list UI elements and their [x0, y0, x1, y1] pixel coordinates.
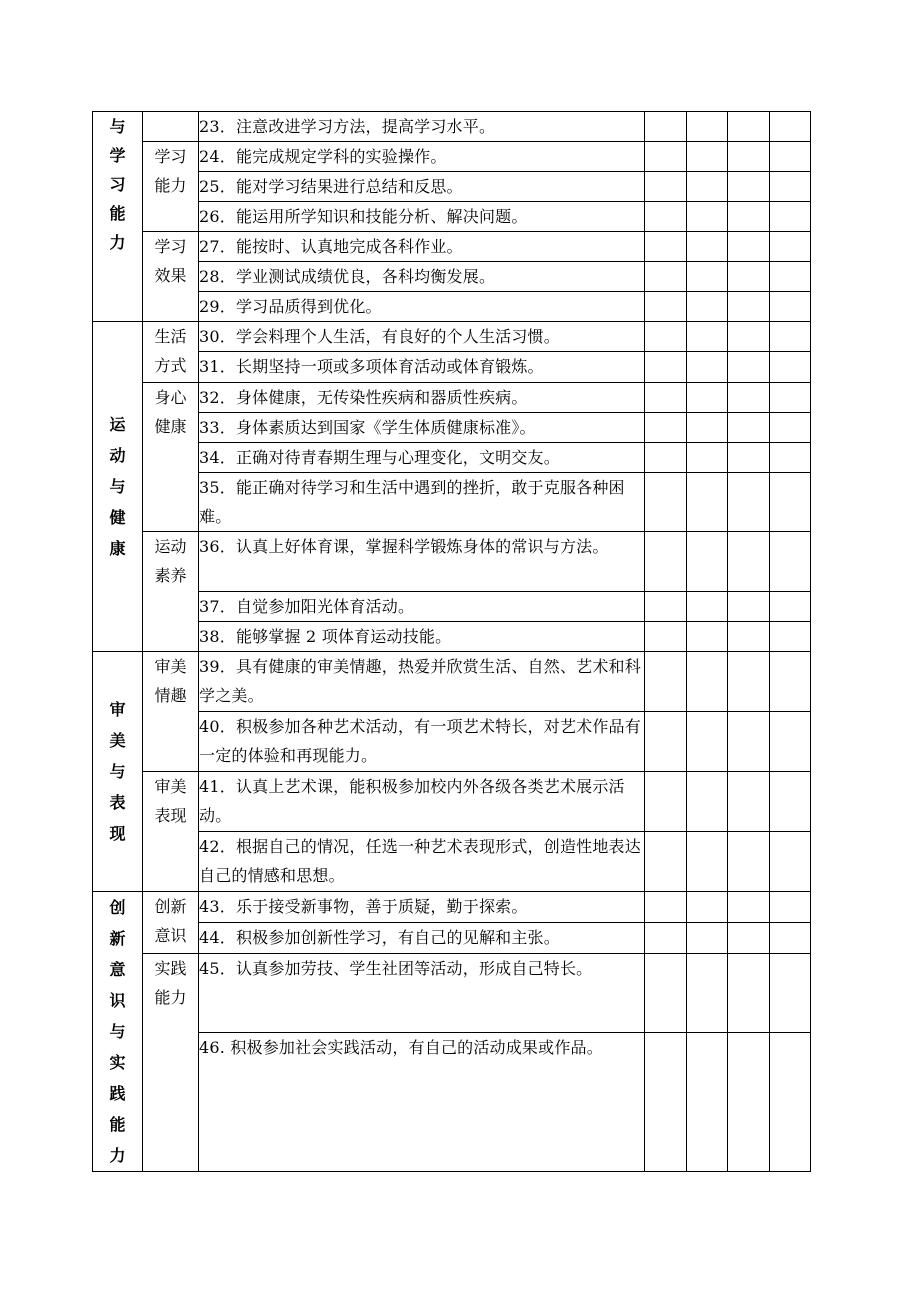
- category-innovation-practice: 创新意识与实践能力: [93, 892, 143, 1172]
- score-cell[interactable]: [687, 142, 728, 172]
- score-cell[interactable]: [728, 923, 770, 954]
- table-row: [93, 832, 811, 892]
- item-31: 31．长期坚持一项或多项体育活动或体育锻炼。: [199, 352, 645, 383]
- score-cell[interactable]: [687, 232, 728, 262]
- score-cell[interactable]: [645, 832, 687, 892]
- item-42: 42．根据自己的情况，任选一种艺术表现形式，创造性地表达自己的情感和思想。: [199, 832, 645, 892]
- item-36: 36．认真上好体育课，掌握科学锻炼身体的常识与方法。: [199, 532, 645, 592]
- score-cell[interactable]: [728, 443, 770, 473]
- score-cell[interactable]: [645, 292, 687, 322]
- score-cell[interactable]: [687, 262, 728, 292]
- score-cell[interactable]: [687, 622, 728, 652]
- score-cell[interactable]: [770, 352, 811, 383]
- score-cell[interactable]: [645, 712, 687, 772]
- category-aesthetics: 审美与表现: [93, 652, 143, 892]
- item-40: 40．积极参加各种艺术活动，有一项艺术特长，对艺术作品有一定的体验和再现能力。: [199, 712, 645, 772]
- item-24: 24．能完成规定学科的实验操作。: [199, 142, 645, 172]
- score-cell[interactable]: [728, 142, 770, 172]
- score-cell[interactable]: [687, 892, 728, 923]
- score-cell[interactable]: [770, 954, 811, 1033]
- score-cell[interactable]: [645, 172, 687, 202]
- score-cell[interactable]: [728, 352, 770, 383]
- table-row: [93, 772, 811, 832]
- score-cell[interactable]: [645, 232, 687, 262]
- score-cell[interactable]: [770, 832, 811, 892]
- score-cell[interactable]: [728, 473, 770, 532]
- score-cell[interactable]: [687, 652, 728, 712]
- score-cell[interactable]: [770, 232, 811, 262]
- score-cell[interactable]: [770, 322, 811, 352]
- score-cell[interactable]: [728, 712, 770, 772]
- item-46: 46. 积极参加社会实践活动，有自己的活动成果或作品。: [199, 1033, 645, 1172]
- table-row: [93, 473, 811, 532]
- subcategory-empty: [143, 112, 199, 142]
- score-cell[interactable]: [728, 832, 770, 892]
- subcategory-lifestyle: 生活方式: [143, 322, 199, 383]
- item-44: 44．积极参加创新性学习，有自己的见解和主张。: [199, 923, 645, 954]
- table-row: [93, 142, 811, 172]
- score-cell[interactable]: [770, 712, 811, 772]
- score-cell[interactable]: [770, 923, 811, 954]
- score-cell[interactable]: [770, 383, 811, 413]
- score-cell[interactable]: [645, 322, 687, 352]
- score-cell[interactable]: [645, 473, 687, 532]
- score-cell[interactable]: [645, 652, 687, 712]
- score-cell[interactable]: [645, 1033, 687, 1172]
- score-cell[interactable]: [687, 172, 728, 202]
- score-cell[interactable]: [687, 772, 728, 832]
- score-cell[interactable]: [770, 172, 811, 202]
- item-27: 27．能按时、认真地完成各科作业。: [199, 232, 645, 262]
- item-28: 28．学业测试成绩优良，各科均衡发展。: [199, 262, 645, 292]
- score-cell[interactable]: [728, 892, 770, 923]
- score-cell[interactable]: [687, 1033, 728, 1172]
- table-row: [93, 532, 811, 592]
- score-cell[interactable]: [645, 622, 687, 652]
- score-cell[interactable]: [728, 322, 770, 352]
- score-cell[interactable]: [770, 202, 811, 232]
- score-cell[interactable]: [770, 622, 811, 652]
- table-row: [93, 652, 811, 712]
- score-cell[interactable]: [728, 592, 770, 622]
- score-cell[interactable]: [728, 172, 770, 202]
- score-cell[interactable]: [687, 923, 728, 954]
- score-cell[interactable]: [687, 832, 728, 892]
- table-row: [93, 383, 811, 413]
- table-row: [93, 892, 811, 923]
- score-cell[interactable]: [687, 443, 728, 473]
- score-cell[interactable]: [687, 473, 728, 532]
- score-cell[interactable]: [645, 772, 687, 832]
- score-cell[interactable]: [645, 262, 687, 292]
- score-cell[interactable]: [645, 413, 687, 443]
- item-34: 34．正确对待青春期生理与心理变化，文明交友。: [199, 443, 645, 473]
- table-row: [93, 592, 811, 622]
- table-row: [93, 923, 811, 954]
- category-learning-ability: 与学习能力: [93, 112, 143, 322]
- table-row: [93, 262, 811, 292]
- score-cell[interactable]: [770, 142, 811, 172]
- table-row: [93, 292, 811, 322]
- score-cell[interactable]: [645, 383, 687, 413]
- score-cell[interactable]: [645, 352, 687, 383]
- table-row: [93, 622, 811, 652]
- score-cell[interactable]: [645, 923, 687, 954]
- table-row: [93, 112, 811, 142]
- score-cell[interactable]: [770, 473, 811, 532]
- table-row: [93, 352, 811, 383]
- score-cell[interactable]: [645, 142, 687, 172]
- table-row: [93, 443, 811, 473]
- table-row: [93, 232, 811, 262]
- score-cell[interactable]: [645, 202, 687, 232]
- score-cell[interactable]: [728, 232, 770, 262]
- score-cell[interactable]: [770, 652, 811, 712]
- item-29: 29．学习品质得到优化。: [199, 292, 645, 322]
- score-cell[interactable]: [728, 413, 770, 443]
- subcategory-aesthetic-interest: 审美情趣: [143, 652, 199, 772]
- score-cell[interactable]: [687, 322, 728, 352]
- score-cell[interactable]: [770, 592, 811, 622]
- table-row: [93, 413, 811, 443]
- item-37: 37．自觉参加阳光体育活动。: [199, 592, 645, 622]
- score-cell[interactable]: [770, 413, 811, 443]
- subcategory-physical-mental-health: 身心健康: [143, 383, 199, 532]
- table-row: [93, 322, 811, 352]
- table-row: [93, 712, 811, 772]
- score-cell[interactable]: [770, 262, 811, 292]
- score-cell[interactable]: [687, 383, 728, 413]
- score-cell[interactable]: [728, 383, 770, 413]
- item-39: 39．具有健康的审美情趣，热爱并欣赏生活、自然、艺术和科学之美。: [199, 652, 645, 712]
- table-row: [93, 954, 811, 1033]
- score-cell[interactable]: [728, 202, 770, 232]
- score-cell[interactable]: [770, 532, 811, 592]
- score-cell[interactable]: [728, 652, 770, 712]
- score-cell[interactable]: [728, 112, 770, 142]
- score-cell[interactable]: [770, 1033, 811, 1172]
- score-cell[interactable]: [770, 892, 811, 923]
- item-23: 23．注意改进学习方法，提高学习水平。: [199, 112, 645, 142]
- table-row: [93, 202, 811, 232]
- item-35: 35．能正确对待学习和生活中遇到的挫折，敢于克服各种困难。: [199, 473, 645, 532]
- score-cell[interactable]: [645, 112, 687, 142]
- subcategory-practice-ability: 实践能力: [143, 954, 199, 1172]
- item-33: 33．身体素质达到国家《学生体质健康标准》。: [199, 413, 645, 443]
- evaluation-table: [92, 111, 811, 1172]
- score-cell[interactable]: [687, 954, 728, 1033]
- category-sports-health: 运动与健康: [93, 322, 143, 652]
- item-38: 38．能够掌握 2 项体育运动技能。: [199, 622, 645, 652]
- item-41: 41．认真上艺术课，能积极参加校内外各级各类艺术展示活动。: [199, 772, 645, 832]
- score-cell[interactable]: [728, 292, 770, 322]
- subcategory-learning-ability: 学习能力: [143, 142, 199, 232]
- score-cell[interactable]: [770, 443, 811, 473]
- score-cell[interactable]: [645, 954, 687, 1033]
- score-cell[interactable]: [687, 592, 728, 622]
- score-cell[interactable]: [728, 772, 770, 832]
- score-cell[interactable]: [728, 622, 770, 652]
- score-cell[interactable]: [728, 1033, 770, 1172]
- score-cell[interactable]: [645, 892, 687, 923]
- table-row: [93, 1033, 811, 1172]
- subcategory-learning-effect: 学习效果: [143, 232, 199, 322]
- score-cell[interactable]: [687, 292, 728, 322]
- subcategory-aesthetic-expression: 审美表现: [143, 772, 199, 892]
- score-cell[interactable]: [645, 443, 687, 473]
- score-cell[interactable]: [687, 352, 728, 383]
- score-cell[interactable]: [687, 413, 728, 443]
- score-cell[interactable]: [728, 262, 770, 292]
- item-32: 32．身体健康，无传染性疾病和器质性疾病。: [199, 383, 645, 413]
- item-43: 43．乐于接受新事物，善于质疑，勤于探索。: [199, 892, 645, 923]
- score-cell[interactable]: [645, 532, 687, 592]
- score-cell[interactable]: [728, 954, 770, 1033]
- subcategory-sports-literacy: 运动素养: [143, 532, 199, 652]
- score-cell[interactable]: [770, 112, 811, 142]
- table-row: [93, 172, 811, 202]
- item-30: 30．学会料理个人生活，有良好的个人生活习惯。: [199, 322, 645, 352]
- score-cell[interactable]: [687, 112, 728, 142]
- score-cell[interactable]: [645, 592, 687, 622]
- score-cell[interactable]: [687, 532, 728, 592]
- score-cell[interactable]: [728, 532, 770, 592]
- item-25: 25．能对学习结果进行总结和反思。: [199, 172, 645, 202]
- score-cell[interactable]: [687, 712, 728, 772]
- score-cell[interactable]: [770, 292, 811, 322]
- score-cell[interactable]: [770, 772, 811, 832]
- score-cell[interactable]: [687, 202, 728, 232]
- subcategory-innovation-awareness: 创新意识: [143, 892, 199, 954]
- item-45: 45．认真参加劳技、学生社团等活动，形成自己特长。: [199, 954, 645, 1033]
- item-26: 26．能运用所学知识和技能分析、解决问题。: [199, 202, 645, 232]
